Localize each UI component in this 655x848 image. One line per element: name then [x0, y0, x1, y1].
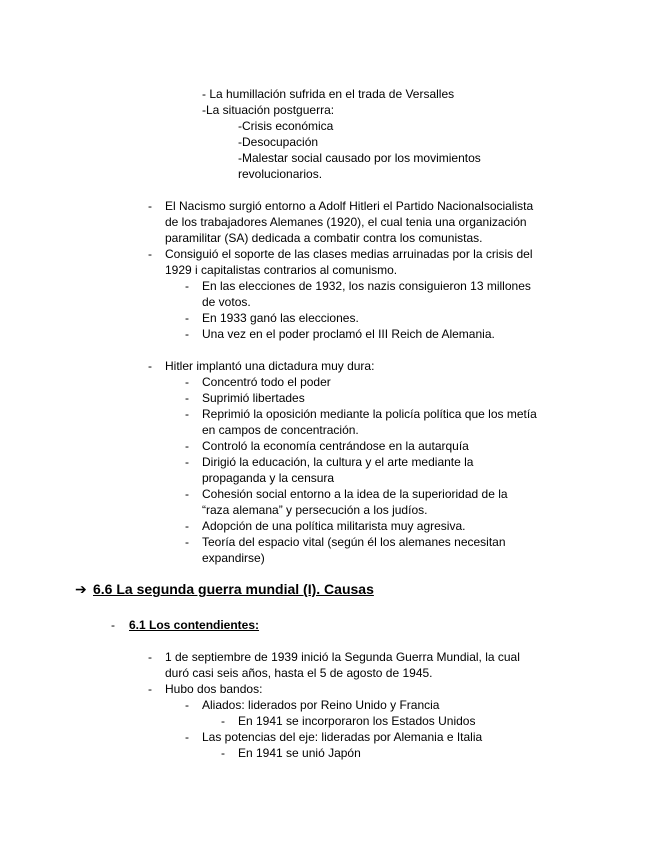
text-line: paramilitar (SA) dedicada a combatir contra los comunistas.: [165, 231, 483, 245]
text-line: En 1941 se unió Japón: [238, 746, 361, 760]
bullet-dash: -: [148, 650, 152, 664]
bullet-dash: -: [148, 359, 152, 373]
bullet-dash: -: [148, 247, 152, 261]
bullet-dash: -: [185, 311, 189, 325]
bullet-dash: -: [185, 279, 189, 293]
bullet-dash: -: [185, 391, 189, 405]
text-line: Consiguió el soporte de las clases medias arruinadas por la crisis del: [165, 247, 533, 261]
bullet-dash: -: [185, 730, 189, 744]
bullet-dash: -: [221, 746, 225, 760]
text-line: El Nacismo surgió entorno a Adolf Hitleri el Partido Nacionalsocialista: [165, 199, 534, 213]
subsection-heading: 6.1 Los contendientes:: [129, 618, 260, 632]
bullet-dash: -: [221, 714, 225, 728]
text-line: Reprimió la oposición mediante la policía política que los metía: [202, 407, 537, 421]
text-line: -Desocupación: [238, 135, 319, 149]
text-line: Suprimió libertades: [202, 391, 305, 405]
text-line: -Crisis económica: [238, 119, 334, 133]
text-line: - La humillación sufrida en el trada de Versalles: [202, 87, 455, 101]
text-line: Aliados: liderados por Reino Unido y Francia: [202, 698, 440, 712]
text-line: Las potencias del eje: lideradas por Alemania e Italia: [202, 730, 483, 744]
text-line: 1929 i capitalistas contrarios al comunismo.: [165, 263, 398, 277]
text-line: En 1941 se incorporaron los Estados Unidos: [238, 714, 476, 728]
text-line: Adopción de una política militarista muy agresiva.: [202, 519, 466, 533]
text-line: Controló la economía centrándose en la autarquía: [202, 439, 469, 453]
text-line: en campos de concentración.: [202, 423, 359, 437]
text-line: de votos.: [202, 295, 251, 309]
text-line: Cohesión social entorno a la idea de la superioridad de la: [202, 487, 508, 501]
text-line: revolucionarios.: [238, 167, 323, 181]
bullet-dash: -: [185, 519, 189, 533]
bullet-dash: -: [185, 455, 189, 469]
section-heading: 6.6 La segunda guerra mundial (I). Causas: [93, 581, 374, 597]
text-line: Hitler implantó una dictadura muy dura:: [165, 359, 375, 373]
bullet-dash: -: [185, 327, 189, 341]
bullet-dash: -: [185, 439, 189, 453]
text-line: duró casi seis años, hasta el 5 de agosto de 1945.: [165, 666, 433, 680]
bullet-dash: -: [111, 618, 115, 632]
bullet-dash: -: [185, 487, 189, 501]
text-line: -La situación postguerra:: [202, 103, 335, 117]
text-line: expandirse): [202, 551, 265, 565]
arrow-icon: ➔: [75, 581, 87, 597]
text-line: Teoría del espacio vital (según él los alemanes necesitan: [202, 535, 506, 549]
bullet-dash: -: [185, 407, 189, 421]
text-line: En las elecciones de 1932, los nazis consiguieron 13 millones: [202, 279, 531, 293]
text-line: de los trabajadores Alemanes (1920), el cual tenia una organización: [165, 215, 527, 229]
text-line: Concentró todo el poder: [202, 375, 331, 389]
bullet-dash: -: [148, 682, 152, 696]
text-line: -Malestar social causado por los movimientos: [238, 151, 481, 165]
text-line: “raza alemana” y persecución a los judíos.: [202, 503, 428, 517]
text-line: Dirigió la educación, la cultura y el arte mediante la: [202, 455, 474, 469]
text-line: 1 de septiembre de 1939 inició la Segunda Guerra Mundial, la cual: [165, 650, 520, 664]
bullet-dash: -: [148, 199, 152, 213]
text-line: propaganda y la censura: [202, 471, 335, 485]
text-line: Una vez en el poder proclamó el III Reich de Alemania.: [202, 327, 495, 341]
bullet-dash: -: [185, 698, 189, 712]
bullet-dash: -: [185, 375, 189, 389]
text-line: Hubo dos bandos:: [165, 682, 263, 696]
text-line: En 1933 ganó las elecciones.: [202, 311, 359, 325]
bullet-dash: -: [185, 535, 189, 549]
